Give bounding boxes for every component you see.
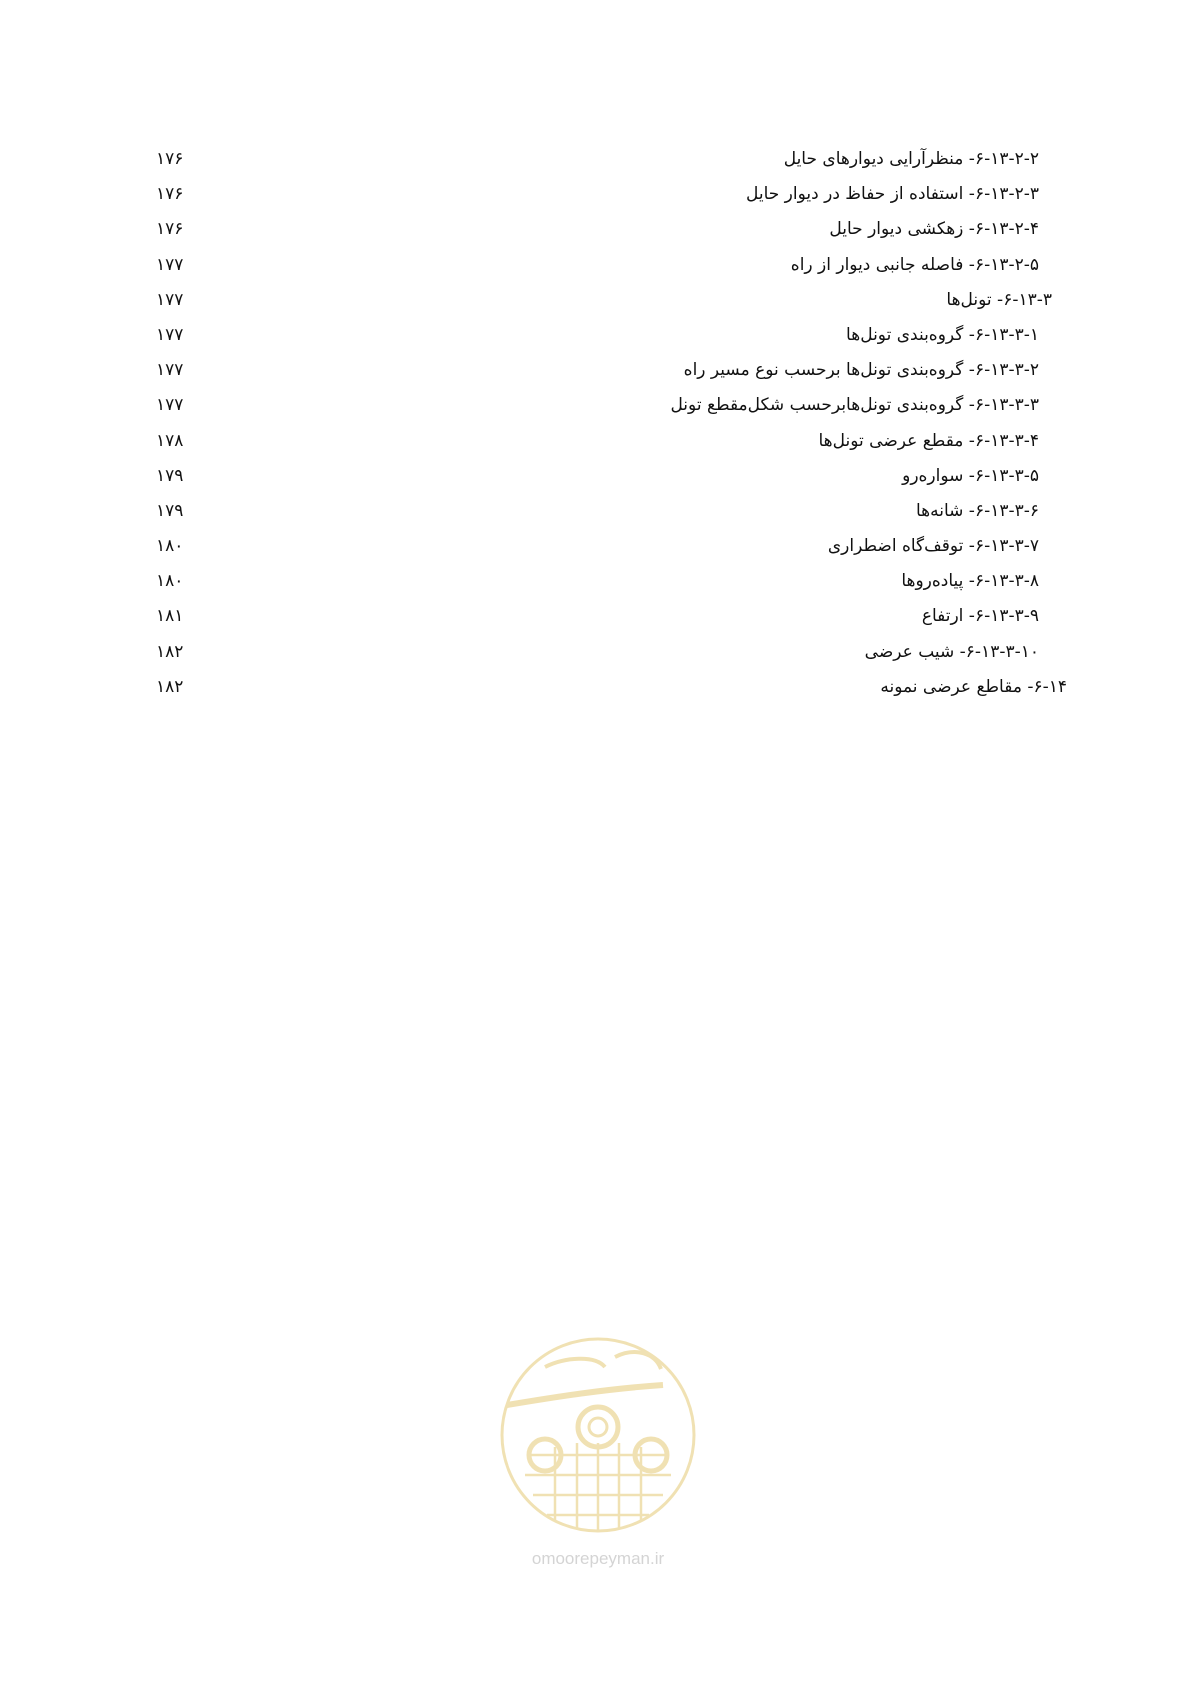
toc-entry-title: ۶-۱۳-۳-۱۰- شیب عرضی	[864, 641, 1039, 662]
toc-entry	[0, 427, 1191, 462]
toc-entry	[0, 251, 1191, 286]
toc-entry-title: ۶-۱۳-۳-۲- گروه‌بندی تونل‌ها برحسب نوع مسیر راه	[683, 360, 1039, 381]
watermark-url: omoorepeyman.ir	[531, 1549, 665, 1568]
watermark-logo	[485, 1327, 711, 1597]
toc-entry	[0, 532, 1191, 567]
toc-entry-page-number: ۱۸۰	[156, 536, 184, 557]
toc-entry-title: ۶-۱۳-۳-۹- ارتفاع	[921, 606, 1039, 627]
table-of-contents	[0, 145, 1191, 708]
toc-entry	[0, 145, 1191, 180]
toc-entry	[0, 638, 1191, 673]
toc-entry-title: ۶-۱۳-۳-۶- شانه‌ها	[915, 500, 1039, 521]
toc-entry-page-number: ۱۷۹	[156, 500, 184, 521]
toc-entry-title: ۶-۱۳-۲-۵- فاصله جانبی دیوار از راه	[790, 254, 1039, 275]
toc-entry-title: ۶-۱۳-۳-۳- گروه‌بندی تونل‌هابرحسب شکل‌مقطع تونل	[670, 395, 1039, 416]
toc-entry-page-number: ۱۷۷	[156, 360, 184, 381]
toc-entry-page-number: ۱۷۶	[156, 184, 184, 205]
toc-entry	[0, 462, 1191, 497]
toc-entry	[0, 286, 1191, 321]
toc-entry-page-number: ۱۸۲	[156, 641, 184, 662]
toc-entry-page-number: ۱۷۶	[156, 219, 184, 240]
toc-entry-page-number: ۱۷۷	[156, 324, 184, 345]
toc-entry-title: ۶-۱۳-۳-۵- سواره‌رو	[902, 465, 1039, 486]
toc-entry-page-number: ۱۷۸	[156, 430, 184, 451]
toc-entry-page-number: ۱۷۷	[156, 254, 184, 275]
toc-entry	[0, 567, 1191, 602]
toc-entry-title: ۶-۱۳-۳-۷- توقف‌گاه اضطراری	[827, 536, 1039, 557]
toc-entry-page-number: ۱۷۷	[156, 289, 184, 310]
toc-entry	[0, 180, 1191, 215]
toc-entry	[0, 391, 1191, 426]
toc-entry	[0, 321, 1191, 356]
toc-entry-page-number: ۱۷۶	[156, 149, 184, 169]
toc-entry-title: ۶-۱۳-۳-۴- مقطع عرضی تونل‌ها	[818, 430, 1039, 451]
toc-entry-page-number: ۱۷۷	[156, 395, 184, 416]
toc-entry-title: ۶-۱۴- مقاطع عرضی نمونه	[880, 676, 1067, 697]
toc-entry	[0, 215, 1191, 250]
toc-entry-title: ۶-۱۳-۳-۸- پیاده‌روها	[901, 571, 1039, 592]
toc-entry-page-number: ۱۸۲	[156, 676, 184, 697]
toc-entry-title: ۶-۱۳-۲-۲- منظرآرایی دیوارهای حایل	[783, 149, 1039, 169]
toc-entry-page-number: ۱۷۹	[156, 465, 184, 486]
toc-entry-page-number: ۱۸۰	[156, 571, 184, 592]
toc-entry-title: ۶-۱۳-۳-۱- گروه‌بندی تونل‌ها	[846, 324, 1039, 345]
toc-entry	[0, 497, 1191, 532]
toc-entry	[0, 673, 1191, 708]
watermark-seal-icon	[485, 1327, 711, 1547]
toc-entry-title: ۶-۱۳-۳- تونل‌ها	[946, 289, 1052, 310]
toc-entry-title: ۶-۱۳-۲-۴- زهکشی دیوار حایل	[829, 219, 1039, 240]
toc-entry	[0, 356, 1191, 391]
toc-entry-page-number: ۱۸۱	[156, 606, 184, 627]
toc-entry-title: ۶-۱۳-۲-۳- استفاده از حفاظ در دیوار حایل	[745, 184, 1039, 205]
toc-entry	[0, 602, 1191, 637]
